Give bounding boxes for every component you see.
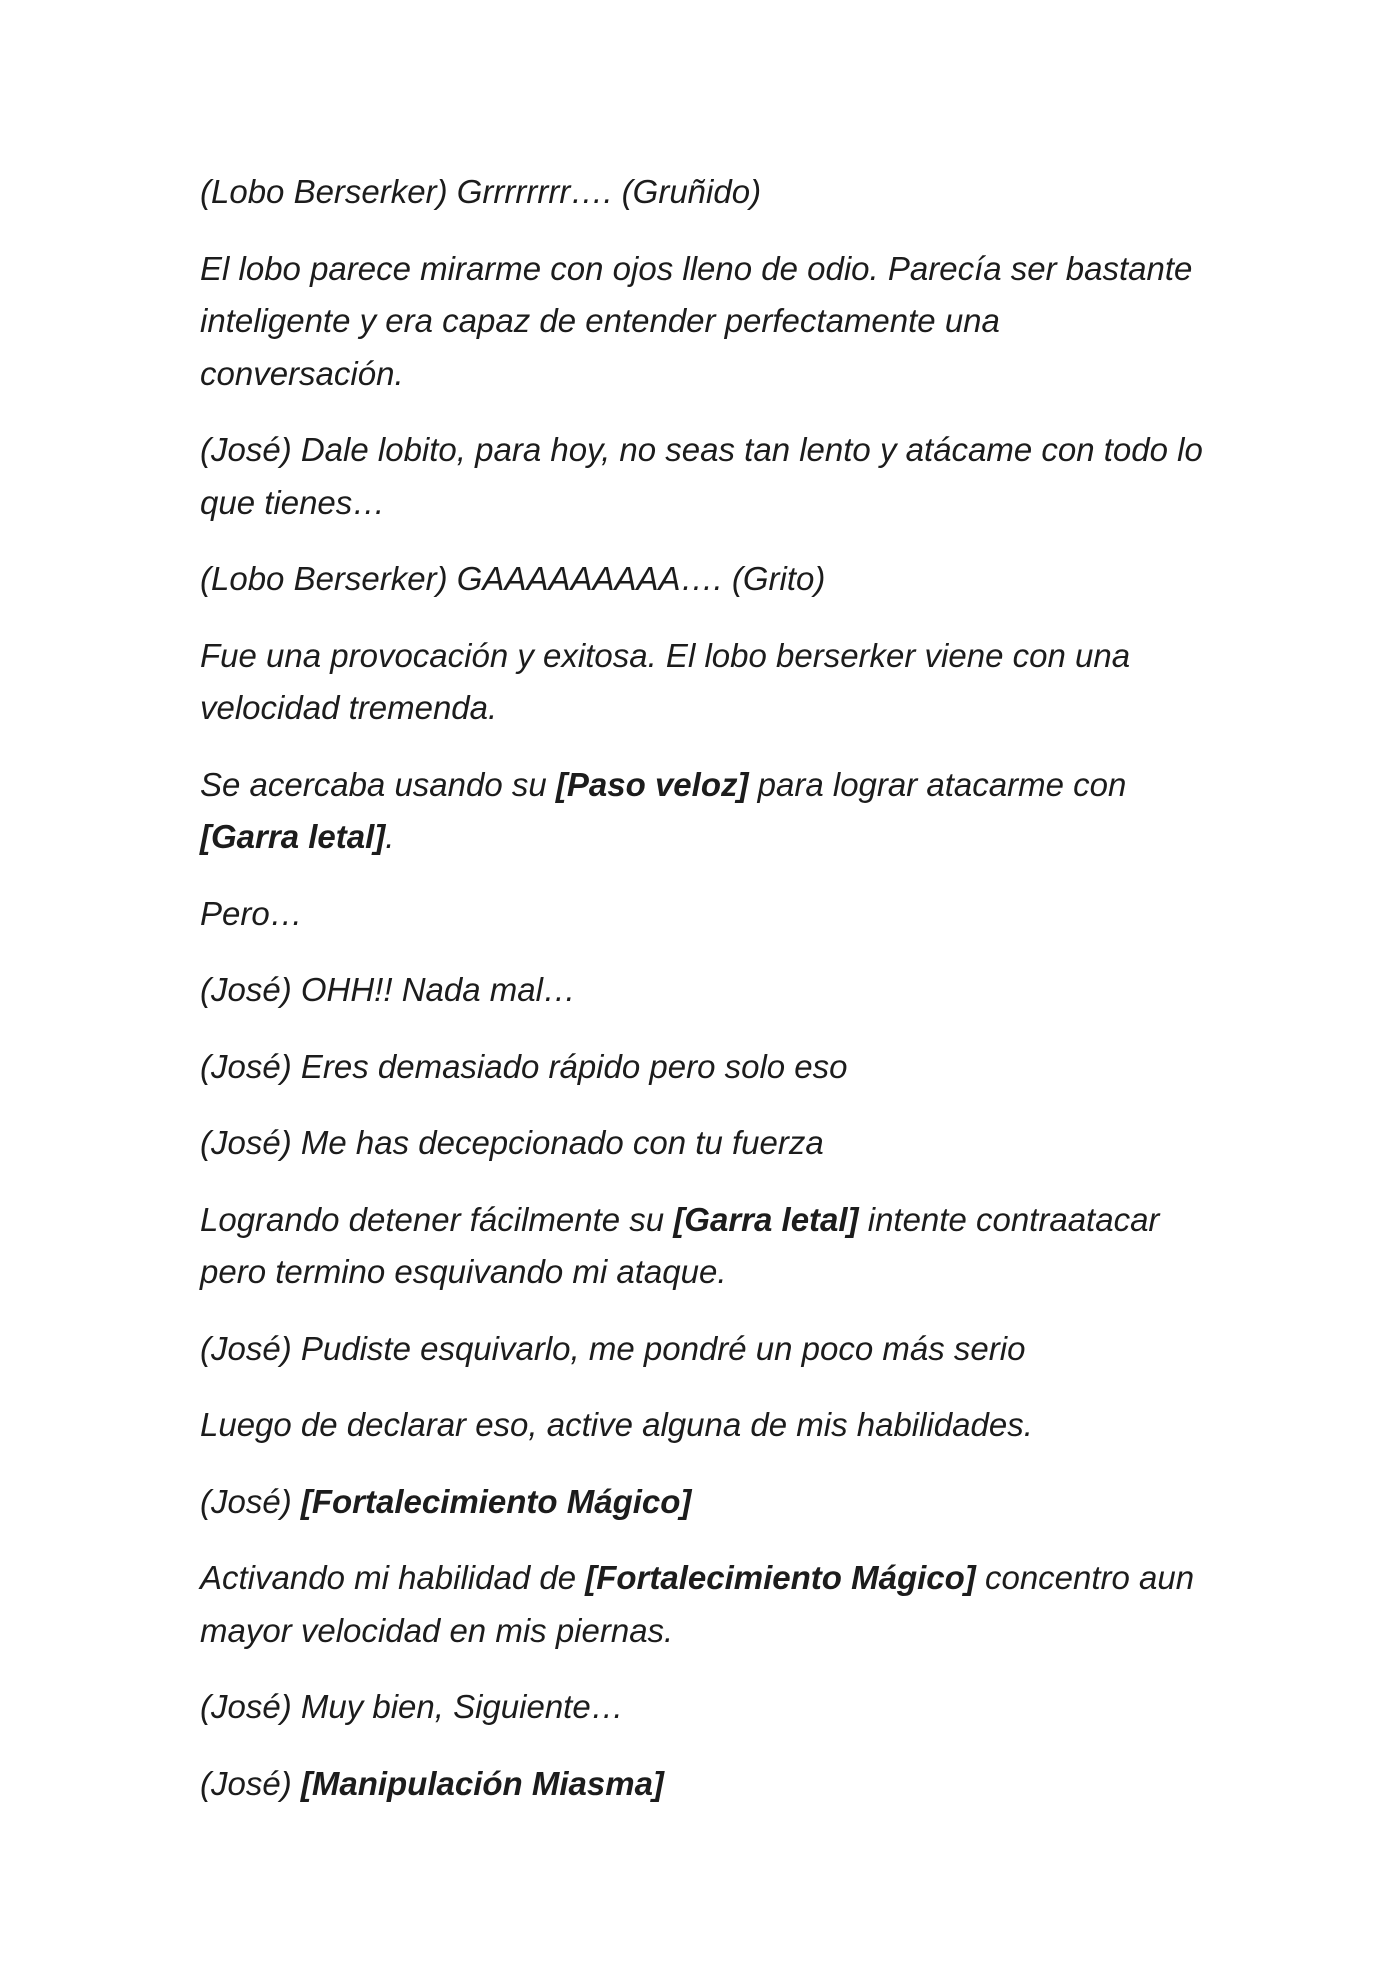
paragraph-jose-serious	[200, 1323, 1210, 1376]
text-segment: para lograr atacarme con	[748, 765, 1127, 803]
text-segment: Logrando detener fácilmente su	[200, 1200, 674, 1238]
paragraph-jose-next	[200, 1681, 1210, 1734]
document-body	[200, 166, 1210, 1834]
paragraph-jose-manipulacion	[200, 1758, 1210, 1811]
paragraph-activating-skill	[200, 1552, 1210, 1657]
text-segment: (José) Eres demasiado rápido pero solo eso	[200, 1047, 848, 1085]
paragraph-wolf-scream	[200, 553, 1210, 606]
skill-name-fortalecimiento-magico: [Fortalecimiento Mágico]	[300, 1482, 692, 1520]
text-segment: Luego de declarar eso, active alguna de mis habilidades.	[200, 1406, 1033, 1443]
skill-name-paso-veloz: [Paso veloz]	[555, 765, 749, 803]
paragraph-wolf-stare	[200, 243, 1210, 401]
text-segment: Fue una provocación y exitosa. El lobo berserker viene con una velocidad tremenda.	[200, 636, 1131, 726]
text-segment: (José) Dale lobito, para hoy, no seas tan lento y atácame con todo lo que tienes…	[200, 431, 1203, 521]
paragraph-counterattack	[200, 1194, 1210, 1299]
text-segment: intente contraatacar pero termino esquivando mi ataque.	[200, 1200, 1160, 1290]
paragraph-jose-fortalecimiento	[200, 1476, 1210, 1529]
text-segment: (José) OHH!! Nada mal…	[200, 971, 576, 1008]
text-segment: (José) Me has decepcionado con tu fuerza	[200, 1124, 824, 1161]
text-segment: Pero…	[200, 894, 303, 932]
paragraph-provocation	[200, 630, 1210, 735]
text-segment: (José)	[200, 1482, 301, 1520]
paragraph-jose-disappointed	[200, 1117, 1210, 1170]
skill-name-garra-letal: [Garra letal]	[673, 1200, 859, 1238]
text-segment: (Lobo Berserker) Grrrrrrrr…. (Gruñido)	[200, 173, 762, 210]
paragraph-wolf-approach	[200, 759, 1210, 864]
text-segment: Activando mi habilidad de	[200, 1559, 586, 1596]
paragraph-pero	[200, 888, 1210, 941]
paragraph-jose-fast	[200, 1041, 1210, 1094]
paragraph-jose-ohh	[200, 964, 1210, 1017]
skill-name-fortalecimiento-magico: [Fortalecimiento Mágico]	[585, 1559, 976, 1596]
skill-name-manipulacion-miasma: [Manipulación Miasma]	[300, 1764, 664, 1802]
text-segment: (José) Pudiste esquivarlo, me pondré un poco más serio	[200, 1329, 1026, 1367]
paragraph-activate-skills	[200, 1399, 1210, 1452]
text-segment: (Lobo Berserker) GAAAAAAAAA…. (Grito)	[200, 560, 826, 597]
text-segment: El lobo parece mirarme con ojos lleno de odio. Parecía ser bastante inteligente y era capaz de entender perfectamente una conversación.	[200, 249, 1193, 392]
text-segment: .	[385, 818, 395, 855]
skill-name-garra-letal: [Garra letal]	[200, 818, 386, 855]
paragraph-jose-taunt	[200, 424, 1210, 529]
paragraph-wolf-growl	[200, 166, 1210, 219]
text-segment: concentro aun mayor velocidad en mis piernas.	[200, 1559, 1195, 1649]
text-segment: (José) Muy bien, Siguiente…	[200, 1688, 624, 1725]
text-segment: (José)	[200, 1764, 301, 1802]
text-segment: Se acercaba usando su	[200, 765, 556, 803]
